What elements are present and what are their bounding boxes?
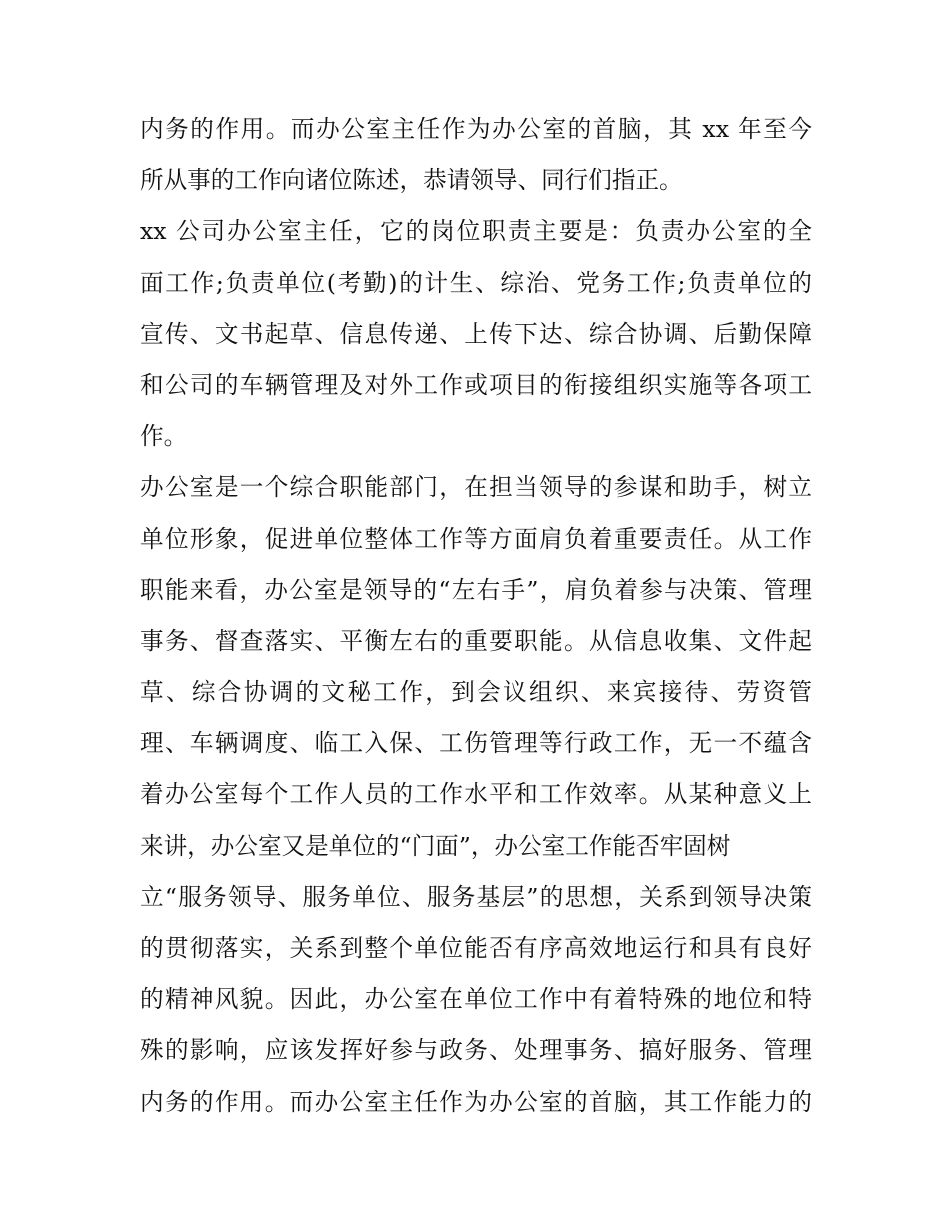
text-line: 办公室是一个综合职能部门，在担当领导的参谋和助手，树立: [140, 473, 812, 502]
text-line: 单位形象，促进单位整体工作等方面肩负着重要责任。从工作: [140, 524, 812, 553]
text-line: 和公司的车辆管理及对外工作或项目的衔接组织实施等各项工: [140, 370, 812, 399]
text-line: 着办公室每个工作人员的工作水平和工作效率。从某种意义上: [140, 780, 812, 809]
text-line: 宣传、文书起草、信息传递、上传下达、综合协调、后勤保障: [140, 319, 812, 348]
text-line: 殊的影响，应该发挥好参与政务、处理事务、搞好服务、管理: [140, 1036, 812, 1065]
text-line: 事务、督查落实、平衡左右的重要职能。从信息收集、文件起: [140, 626, 812, 655]
text-line: xx 公司办公室主任，它的岗位职责主要是：负责办公室的全: [140, 217, 812, 246]
text-line: 职能来看，办公室是领导的“左右手”，肩负着参与决策、管理: [140, 575, 812, 604]
text-line: 内务的作用。而办公室主任作为办公室的首脑，其工作能力的: [140, 1087, 812, 1116]
text-line: 来讲，办公室又是单位的“门面”，办公室工作能否牢固树: [140, 831, 731, 860]
text-line: 理、车辆调度、临工入保、工伤管理等行政工作，无一不蕴含: [140, 729, 812, 758]
text-line: 作。: [140, 422, 188, 451]
text-line: 所从事的工作向诸位陈述，恭请领导、同行们指正。: [140, 166, 683, 195]
body-text: [140, 104, 812, 1128]
text-line: 的贯彻落实，关系到整个单位能否有序高效地运行和具有良好: [140, 934, 812, 962]
text-line: 的精神风貌。因此，办公室在单位工作中有着特殊的地位和特: [140, 985, 812, 1014]
text-line: 立“服务领导、服务单位、服务基层”的思想，关系到领导决策: [140, 882, 812, 911]
text-line: 面工作;负责单位(考勤)的计生、综治、党务工作;负责单位的: [140, 268, 812, 297]
text-line: 草、综合协调的文秘工作，到会议组织、来宾接待、劳资管: [140, 678, 812, 707]
text-line: 内务的作用。而办公室主任作为办公室的首脑，其 xx 年至今: [140, 115, 812, 143]
